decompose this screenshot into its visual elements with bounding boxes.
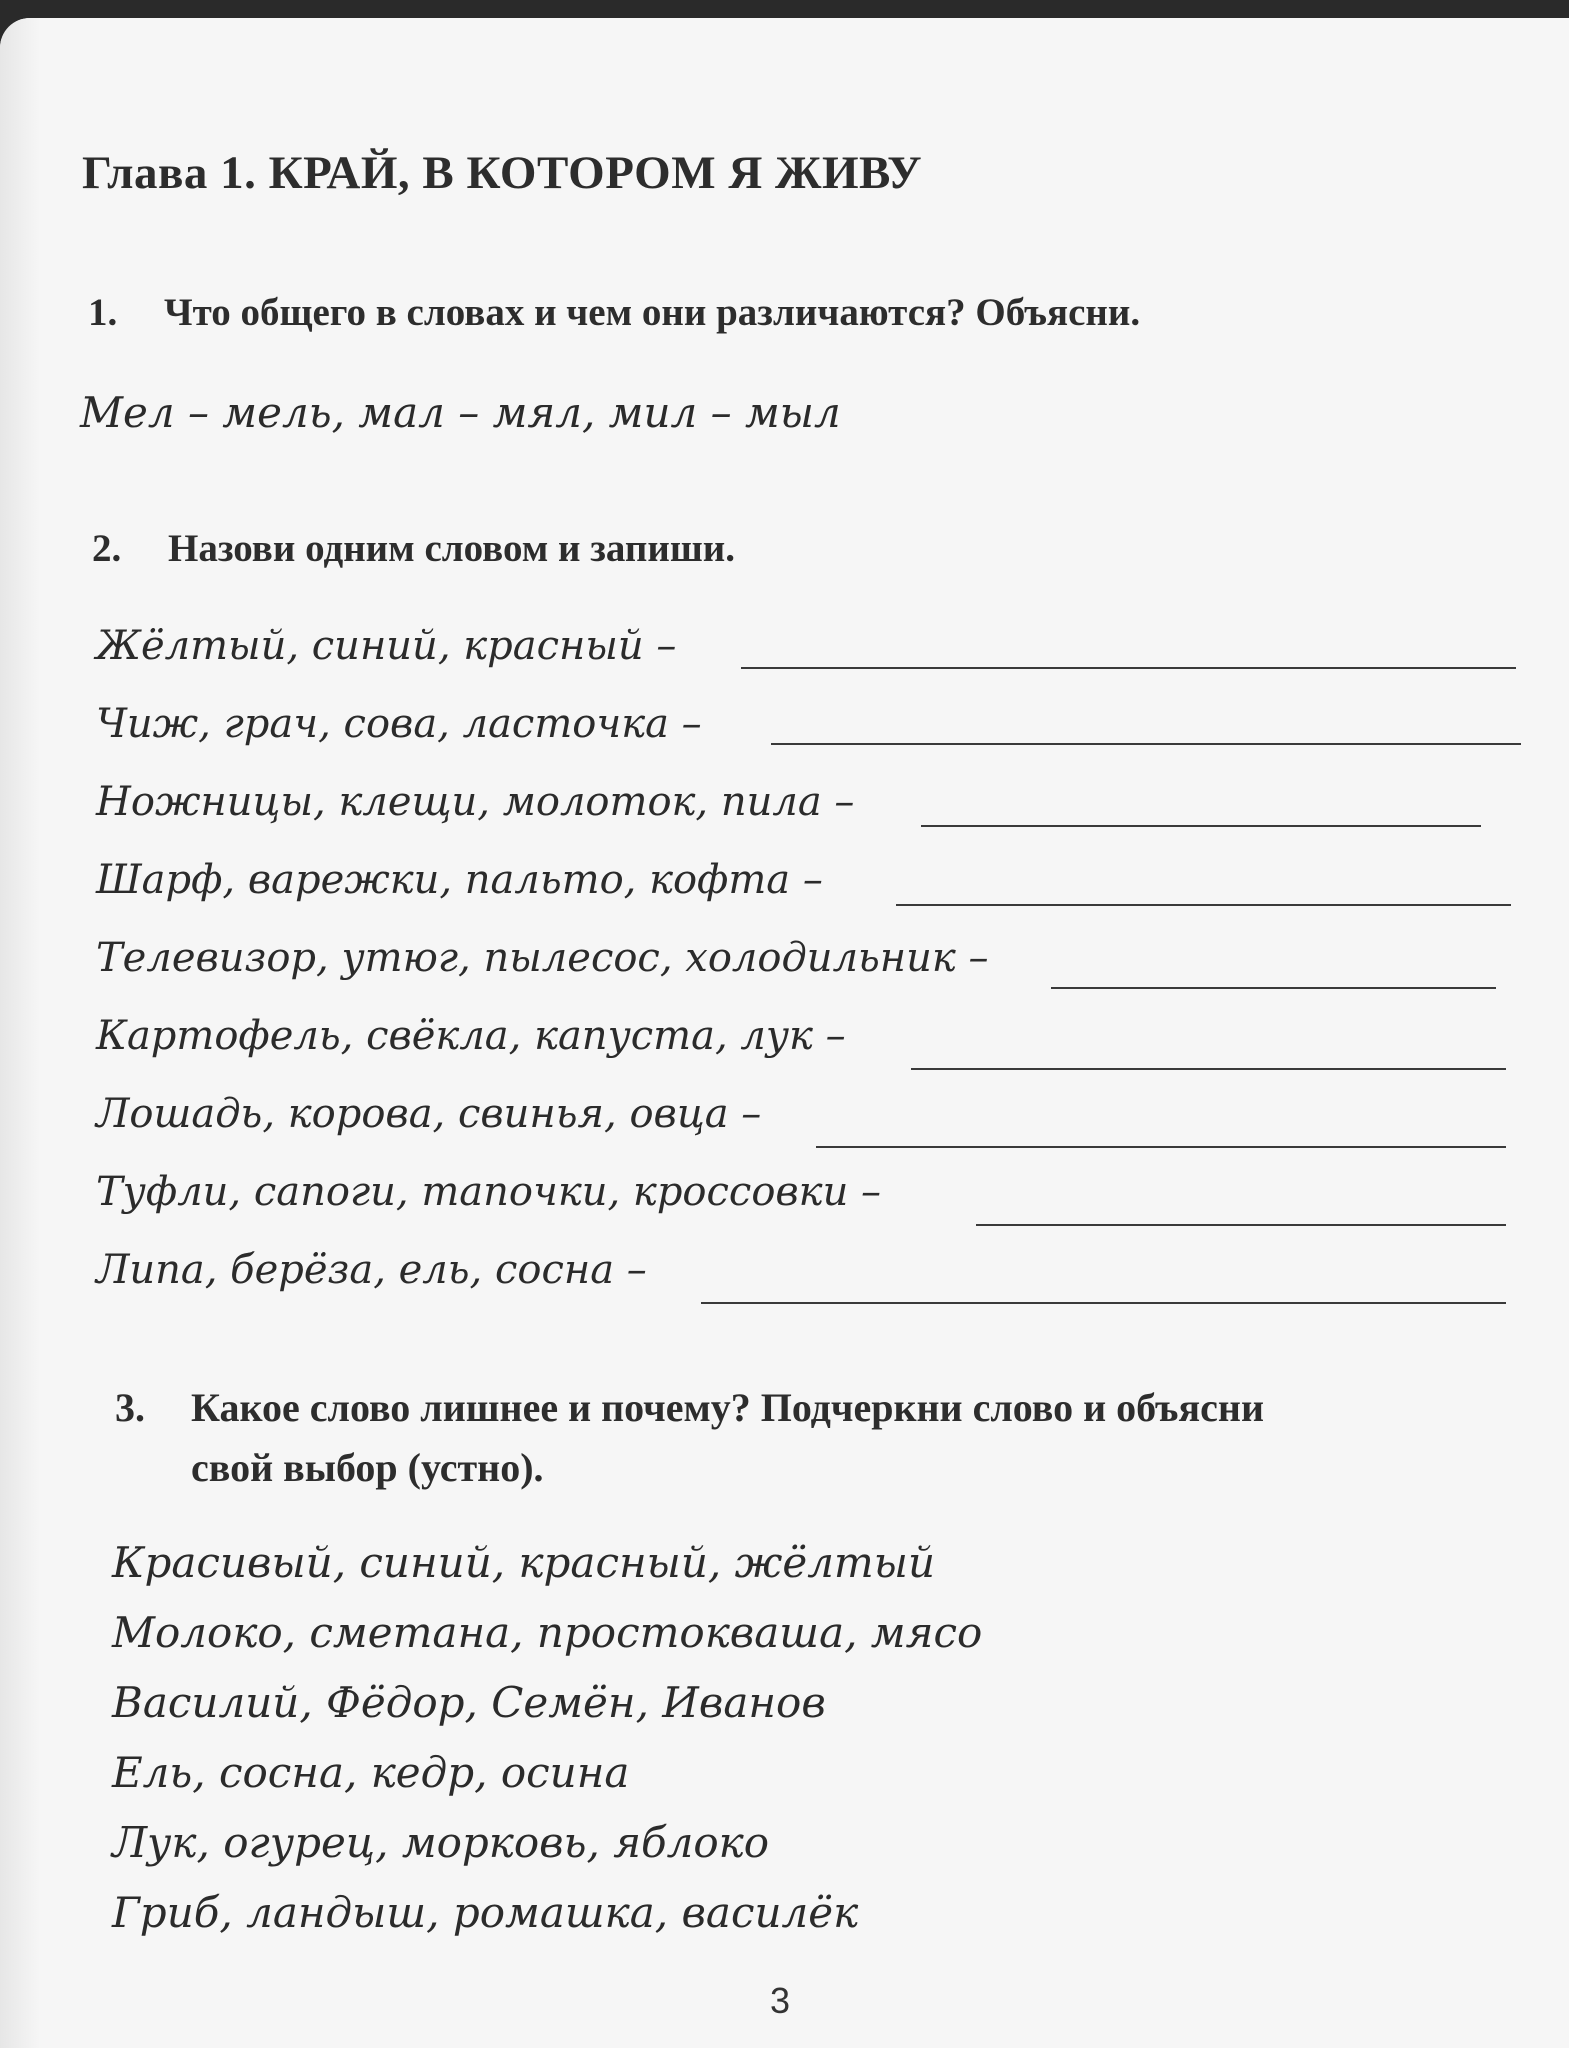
task1-number: 1. — [88, 291, 118, 334]
answer-line[interactable] — [911, 1068, 1506, 1070]
task2-row-text: Телевизор, утюг, пылесос, холодильник – — [96, 935, 989, 981]
task2-row-text: Лошадь, корова, свинья, овца – — [96, 1091, 762, 1137]
task3-heading — [115, 1378, 1264, 1498]
task2-row — [96, 1169, 1456, 1229]
answer-line[interactable] — [771, 743, 1521, 745]
answer-line[interactable] — [701, 1302, 1506, 1304]
task3-title-line1: Какое слово лишнее и почему? Подчеркни слово и объясни — [191, 1385, 1264, 1430]
task3-row[interactable]: Лук, огурец, морковь, яблоко — [112, 1818, 770, 1867]
task2-row — [96, 623, 1456, 683]
task2-row-text: Картофель, свёкла, капуста, лук – — [96, 1013, 846, 1059]
task2-row-text: Шарф, варежки, пальто, кофта – — [96, 857, 823, 903]
task3-number: 3. — [115, 1385, 145, 1430]
workbook-page — [0, 18, 1569, 2048]
task2-row — [96, 1091, 1456, 1151]
page-number: 3 — [770, 1980, 791, 2021]
page-edge-shadow — [0, 18, 40, 2048]
task2-row-text: Ножницы, клещи, молоток, пила – — [96, 779, 855, 825]
answer-line[interactable] — [921, 825, 1481, 827]
answer-line[interactable] — [816, 1146, 1506, 1148]
task1-title: Что общего в словах и чем они различаются? Объясни. — [164, 291, 1141, 334]
task1-handwriting: Мел – мель, мал – мял, мил – мыл — [80, 388, 841, 437]
task3-row[interactable]: Молоко, сметана, простокваша, мясо — [112, 1608, 983, 1657]
task2-row — [96, 1247, 1456, 1307]
task1-heading — [88, 290, 1140, 335]
task3-row[interactable]: Гриб, ландыш, ромашка, василёк — [112, 1888, 859, 1937]
task2-row-text: Туфли, сапоги, тапочки, кроссовки – — [96, 1169, 882, 1215]
answer-line[interactable] — [741, 667, 1516, 669]
task3-row[interactable]: Василий, Фёдор, Семён, Иванов — [112, 1678, 826, 1727]
task2-heading — [92, 526, 735, 571]
chapter-title: Глава 1. КРАЙ, В КОТОРОМ Я ЖИВУ — [82, 147, 923, 199]
task3-row[interactable]: Красивый, синий, красный, жёлтый — [112, 1538, 936, 1587]
task2-row — [96, 935, 1456, 995]
task2-row — [96, 1013, 1456, 1073]
task2-title: Назови одним словом и запиши. — [168, 527, 736, 570]
answer-line[interactable] — [1051, 987, 1496, 989]
task2-row-text: Липа, берёза, ель, сосна – — [96, 1247, 647, 1293]
task2-row — [96, 779, 1456, 839]
task3-row[interactable]: Ель, сосна, кедр, осина — [112, 1748, 630, 1797]
answer-line[interactable] — [896, 904, 1511, 906]
task3-title-line2: свой выбор (устно). — [191, 1445, 544, 1490]
task2-row — [96, 857, 1456, 917]
task2-row — [96, 701, 1456, 761]
answer-line[interactable] — [976, 1224, 1506, 1226]
task2-number: 2. — [92, 527, 122, 570]
task2-row-text: Жёлтый, синий, красный – — [96, 623, 677, 669]
task2-row-text: Чиж, грач, сова, ласточка – — [96, 701, 702, 747]
